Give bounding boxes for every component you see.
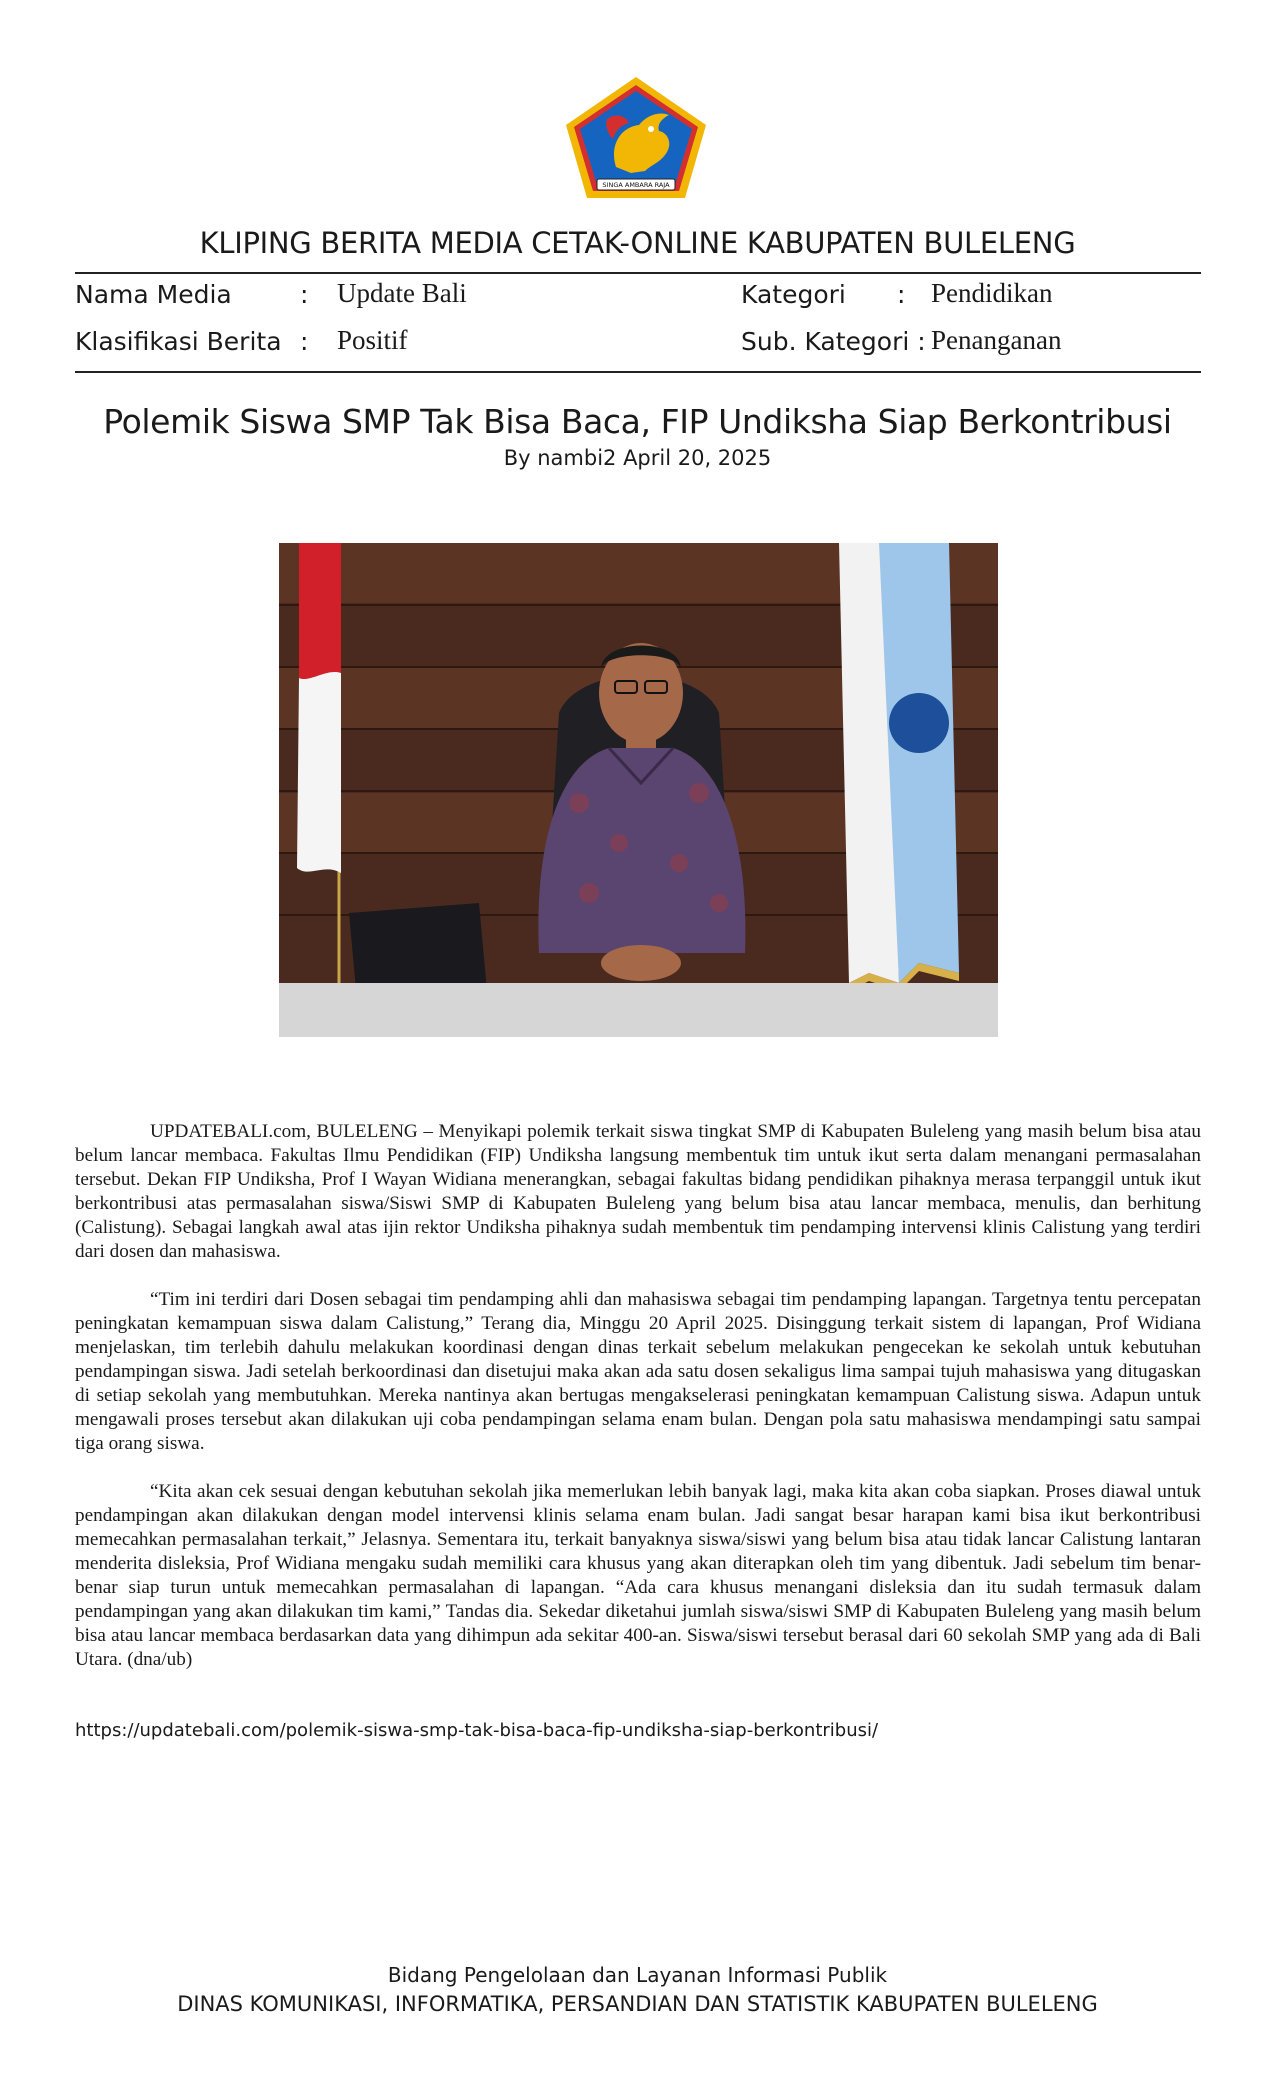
source-url-link[interactable]: https://updatebali.com/polemik-siswa-smp-tak-bisa-baca-fip-undiksha-siap-berkontribusi/ bbox=[75, 1720, 879, 1741]
clipping-header-title: KLIPING BERITA MEDIA CETAK-ONLINE KABUPATEN BULELENG bbox=[199, 226, 1076, 260]
article-body bbox=[75, 1120, 1201, 1696]
footer-office: DINAS KOMUNIKASI, INFORMATIKA, PERSANDIAN DAN STATISTIK KABUPATEN BULELENG bbox=[177, 1992, 1098, 2016]
header-top-rule bbox=[75, 272, 1201, 274]
header-bottom-rule bbox=[75, 371, 1201, 373]
article-paragraph: “Tim ini terdiri dari Dosen sebagai tim pendamping ahli dan mahasiswa sebagai tim pendamping lapangan. Targetnya tentu percepatan peningkatan kemampuan siswa dalam Calistung,” Terang dia, Minggu 20 April 2025. Disinggung terkait sistem di lapangan, Prof Widiana menjelaskan, tim terlebih dahulu melakukan koordinasi dengan dinas terkait sebelum melakukan pengecekan ke sekolah untuk kebutuhan pendampingan siswa. Jadi setelah berkoordinasi dan disetujui maka akan ada satu dosen sekaligus lima sampai tujuh mahasiswa yang ditugaskan di setiap sekolah yang membutuhkan. Mereka nantinya akan bertugas mengakselerasi peningkatan kemampuan Calistung siswa. Adapun untuk mengawali proses tersebut akan dilakukan uji coba pendampingan selama enam bulan. Dengan pola satu mahasiswa mendampingi satu sampai tiga orang siswa. bbox=[75, 1289, 1201, 1454]
subkategori-label: Sub. Kategori : bbox=[741, 327, 926, 356]
logo-motto-text: SINGA AMBARA RAJA bbox=[602, 181, 670, 189]
article-paragraph: “Kita akan cek sesuai dengan kebutuhan sekolah jika memerlukan lebih banyak lagi, maka kita akan coba siapkan. Proses diawal untuk pendampingan akan dilakukan dengan model intervensi klinis selama enam bulan. Jadi sangat besar harapan kami bisa ikut berkontribusi memecahkan permasalahan terkait,” Jelasnya. Sementara itu, terkait banyaknya siswa/siswi yang belum bisa atau tidak lancar Calistung lantaran menderita disleksia, Prof Widiana mengaku sudah memiliki cara khusus yang akan diterapkan oleh tim yang dibentuk. Jadi sebelum tim benar-benar siap turun untuk memecahkan permasalahan di lapangan. “Ada cara khusus menangani disleksia dan itu sudah termasuk dalam pendampingan yang akan dilakukan tim kami,” Tandas dia. Sekedar diketahui jumlah siswa/siswi SMP di Kabupaten Buleleng yang masih belum bisa atau lancar membaca berdasarkan data yang dihimpun ada sekitar 400-an. Siswa/siswi tersebut berasal dari 60 sekolah SMP yang ada di Bali Utara. (dna/ub) bbox=[75, 1481, 1201, 1670]
article-title: Polemik Siswa SMP Tak Bisa Baca, FIP Undiksha Siap Berkontribusi bbox=[103, 402, 1172, 441]
media-value: Update Bali bbox=[337, 278, 467, 308]
kategori-label: Kategori bbox=[741, 280, 846, 309]
article-byline: By nambi2 April 20, 2025 bbox=[503, 446, 772, 470]
kategori-value: Pendidikan bbox=[931, 278, 1053, 308]
media-colon: : bbox=[300, 280, 309, 309]
footer-department: Bidang Pengelolaan dan Layanan Informasi Publik bbox=[387, 1963, 888, 1987]
article-photo bbox=[279, 543, 998, 1037]
subkategori-value: Penanganan bbox=[931, 325, 1062, 355]
article-paragraph: UPDATEBALI.com, BULELENG – Menyikapi polemik terkait siswa tingkat SMP di Kabupaten Buleleng yang masih belum bisa atau belum lancar membaca. Fakultas Ilmu Pendidikan (FIP) Undiksha langsung membentuk tim untuk ikut serta dalam menangani permasalahan tersebut. Dekan FIP Undiksha, Prof I Wayan Widiana menerangkan, sebagai fakultas bidang pendidikan pihaknya merasa terpanggil untuk ikut berkontribusi atas permasalahan siswa/Siswi SMP di Kabupaten Buleleng yang belum bisa atau lancar membaca, menulis, dan berhitung (Calistung). Sebagai langkah awal atas ijin rektor Undiksha pihaknya sudah membentuk tim pendamping intervensi klinis Calistung yang terdiri dari dosen dan mahasiswa. bbox=[75, 1121, 1201, 1262]
klasifikasi-label: Klasifikasi Berita bbox=[75, 327, 282, 356]
media-label: Nama Media bbox=[75, 280, 232, 309]
kategori-colon: : bbox=[897, 280, 906, 309]
regency-emblem-logo bbox=[561, 75, 711, 203]
klasifikasi-value: Positif bbox=[337, 325, 408, 355]
klasifikasi-colon: : bbox=[300, 327, 309, 356]
